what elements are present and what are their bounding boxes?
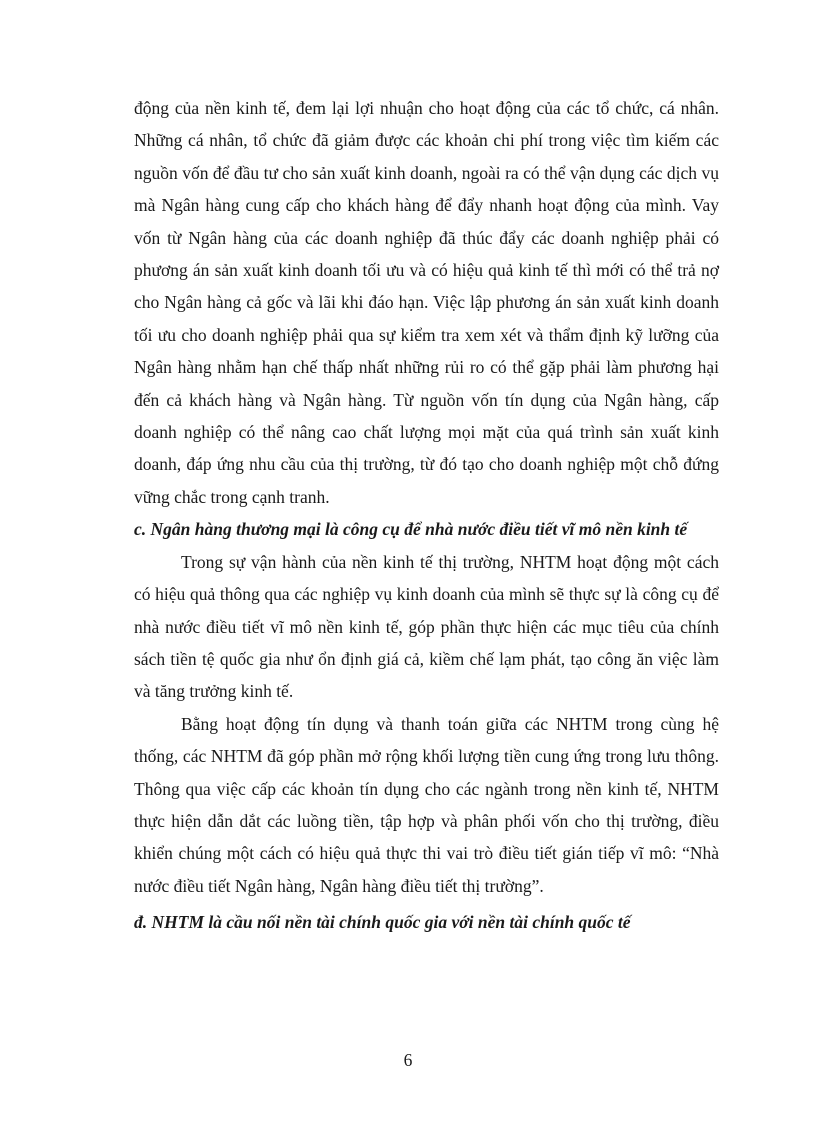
page-number: 6: [403, 1050, 413, 1070]
section-c-heading: c. Ngân hàng thương mại là công cụ để nhà nước điều tiết vĩ mô nền kinh tế: [134, 519, 688, 540]
page-body: [134, 92, 719, 939]
section-d-heading: đ. NHTM là cầu nối nền tài chính quốc gia với nền tài chính quốc tế: [134, 912, 631, 933]
continuation-paragraph: động của nền kinh tế, đem lại lợi nhuận cho hoạt động của các tổ chức, cá nhân. Những cá nhân, tổ chức đã giảm được các khoản chi phí trong việc tìm kiếm các nguồn vốn để đầu tư cho sản xuất kinh doanh, ngoài ra có thể vận dụng các dịch vụ mà Ngân hàng cung cấp cho khách hàng để đẩy nhanh hoạt động của mình. Vay vốn từ Ngân hàng của các doanh nghiệp đã thúc đẩy các doanh nghiệp phải có phương án sản xuất kinh doanh tối ưu và có hiệu quả kinh tế thì mới có thể trả nợ cho Ngân hàng cả gốc và lãi khi đáo hạn. Việc lập phương án sản xuất kinh doanh tối ưu cho doanh nghiệp phải qua sự kiểm tra xem xét và thẩm định kỹ lưỡng của Ngân hàng nhằm hạn chế thấp nhất những rủi ro có thể gặp phải làm phương hại đến cả khách hàng và Ngân hàng. Từ nguồn vốn tín dụng của Ngân hàng, cấp doanh nghiệp có thể nâng cao chất lượng mọi mặt của quá trình sản xuất kinh doanh, đáp ứng nhu cầu của thị trường, từ đó tạo cho doanh nghiệp một chỗ đứng vững chắc trong cạnh tranh.: [134, 98, 719, 507]
section-c-paragraph-2: Bằng hoạt động tín dụng và thanh toán giữa các NHTM trong cùng hệ thống, các NHTM đã góp phần mở rộng khối lượng tiền cung ứng trong lưu thông. Thông qua việc cấp các khoản tín dụng cho các ngành trong nền kinh tế, NHTM thực hiện dẫn dắt các luồng tiền, tập hợp và phân phối vốn cho thị trường, điều khiển chúng một cách có hiệu quả thực thi vai trò điều tiết gián tiếp vĩ mô: “Nhà nước điều tiết Ngân hàng, Ngân hàng điều tiết thị trường”.: [134, 713, 719, 896]
section-c-paragraph-1: Trong sự vận hành của nền kinh tế thị trường, NHTM hoạt động một cách có hiệu quả thông qua các nghiệp vụ kinh doanh của mình sẽ thực sự là công cụ để nhà nước điều tiết vĩ mô nền kinh tế, góp phần thực hiện các mục tiêu của chính sách tiền tệ quốc gia như ổn định giá cả, kiềm chế lạm phát, tạo công ăn việc làm và tăng trưởng kinh tế.: [134, 551, 719, 702]
